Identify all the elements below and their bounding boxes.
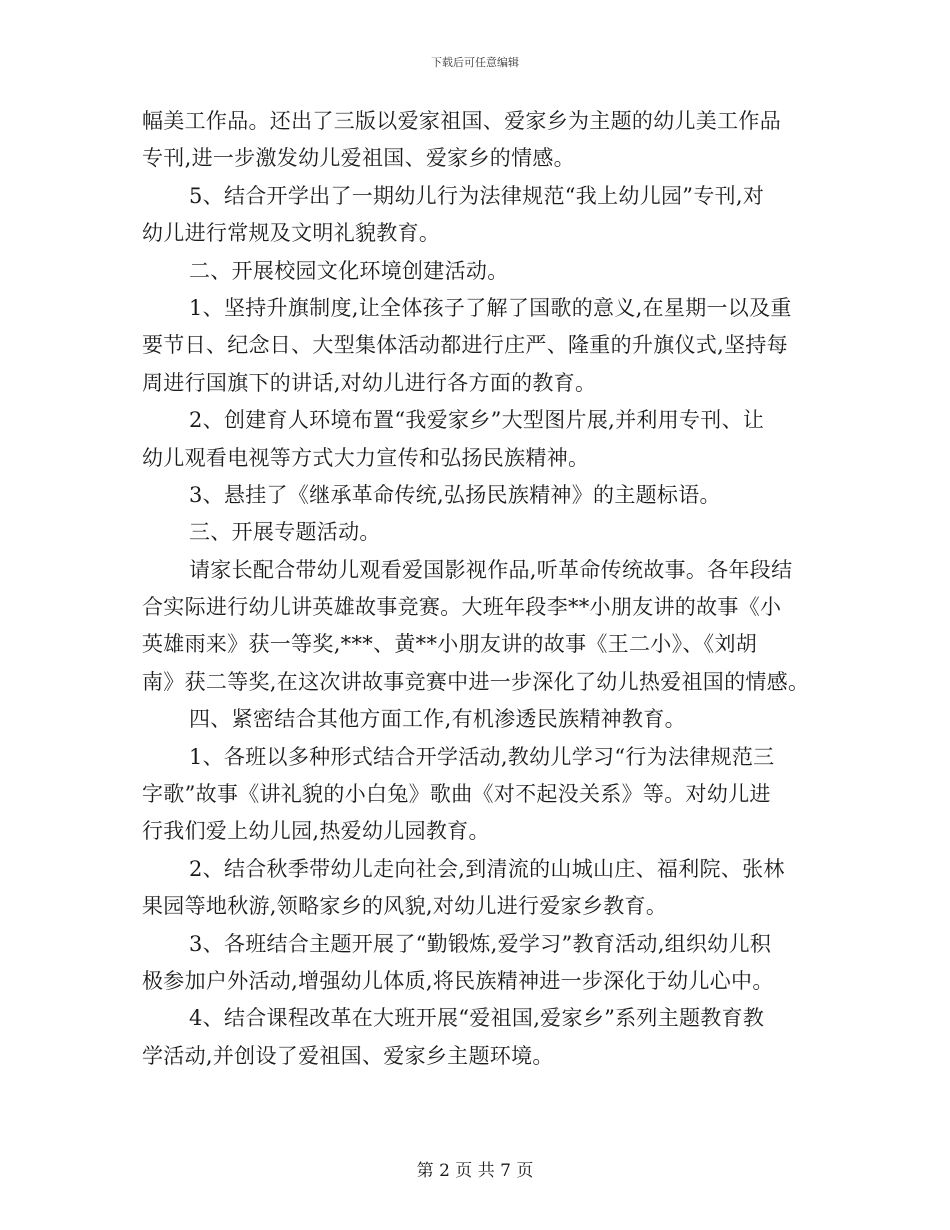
body-text-line: 要节日、纪念日、大型集体活动都进行庄严、隆重的升旗仪式,坚持每 — [142, 333, 788, 358]
document-body — [142, 103, 822, 1075]
body-text-line: 2、创建育人环境布置“我爱家乡”大型图片展,并利用专刊、让 — [189, 408, 765, 433]
body-text-line: 行我们爱上幼儿园,热爱幼儿园教育。 — [142, 819, 490, 844]
body-text-line: 5、结合开学出了一期幼儿行为法律规范“我上幼儿园”专刊,对 — [189, 183, 765, 208]
body-text-line: 幼儿进行常规及文明礼貌教育。 — [142, 221, 441, 246]
body-text-line: 学活动,并创设了爱祖国、爱家乡主题环境。 — [142, 1043, 554, 1068]
body-text-line: 二、开展校园文化环境创建活动。 — [189, 258, 509, 283]
page-header-note: 下载后可任意编辑 — [431, 56, 519, 69]
body-text-line: 2、结合秋季带幼儿走向社会,到清流的山城山庄、福利院、张林 — [189, 856, 785, 881]
body-text-line: 果园等地秋游,领略家乡的风貌,对幼儿进行爱家乡教育。 — [142, 894, 668, 919]
body-text-line: 1、各班以多种形式结合开学活动,教幼儿学习“行为法律规范三 — [189, 744, 775, 769]
body-text-line: 周进行国旗下的讲话,对幼儿进行各方面的教育。 — [142, 370, 597, 395]
body-text-line: 南》获二等奖,在这次讲故事竞赛中进一步深化了幼儿热爱祖国的情感。 — [142, 669, 810, 694]
body-text-line: 四、紧密结合其他方面工作,有机渗透民族精神教育。 — [189, 707, 686, 732]
body-text-line: 合实际进行幼儿讲英雄故事竞赛。大班年段李**小朋友讲的故事《小 — [142, 595, 782, 620]
body-text-line: 1、坚持升旗制度,让全体孩子了解了国歌的意义,在星期一以及重 — [189, 295, 792, 320]
body-text-line: 3、悬挂了《继承革命传统,弘扬民族精神》的主题标语。 — [189, 482, 721, 507]
body-text-line: 3、各班结合主题开展了“勤锻炼,爱学习”教育活动,组织幼儿积 — [189, 931, 772, 956]
body-text-line: 4、结合课程改革在大班开展“爱祖国,爱家乡”系列主题教育教 — [189, 1006, 765, 1031]
body-text-line: 专刊,进一步激发幼儿爱祖国、爱家乡的情感。 — [142, 146, 575, 171]
body-text-line: 请家长配合带幼儿观看爱国影视作品,听革命传统故事。各年段结 — [189, 557, 793, 582]
body-text-line: 英雄雨来》获一等奖,***、黄**小朋友讲的故事《王二小》、《刘胡 — [142, 632, 758, 657]
body-text-line: 幅美工作品。还出了三版以爱家祖国、爱家乡为主题的幼儿美工作品 — [142, 109, 781, 133]
body-text-line: 幼儿观看电视等方式大力宣传和弘扬民族精神。 — [142, 445, 590, 470]
body-text-line: 字歌”故事《讲礼貌的小白兔》歌曲《对不起没关系》等。对幼儿进 — [142, 782, 771, 807]
body-text-line: 三、开展专题活动。 — [189, 520, 381, 545]
page-number-footer: 第 2 页 共 7 页 — [416, 1161, 534, 1181]
body-text-line: 极参加户外活动,增强幼儿体质,将民族精神进一步深化于幼儿心中。 — [142, 968, 774, 993]
